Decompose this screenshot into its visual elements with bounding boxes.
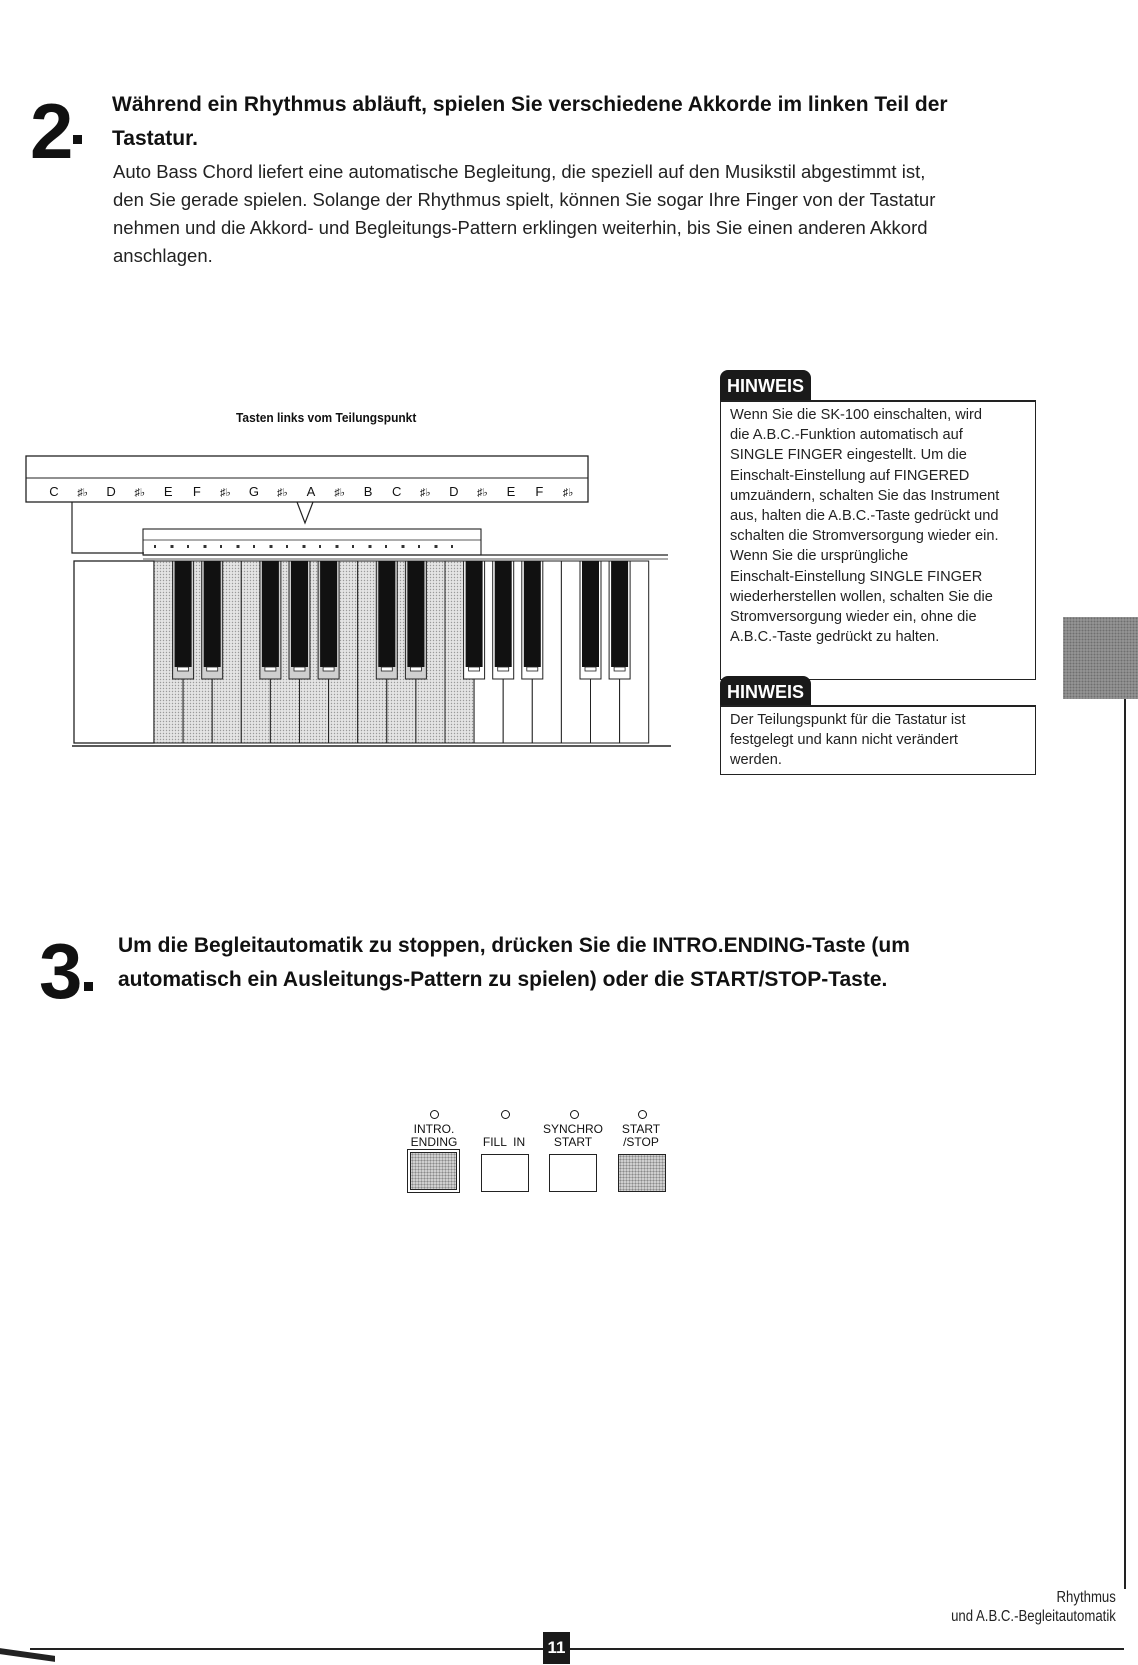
note-labels <box>49 484 573 499</box>
black-key-highlight <box>294 667 305 671</box>
mini-note-mark <box>154 545 156 548</box>
black-key-highlight <box>265 667 276 671</box>
note-1-line-5: umzuändern, schalten Sie das Instrument <box>730 487 1000 504</box>
footer-rule <box>30 1648 1124 1650</box>
step-2-body-line-4: anschlagen. <box>113 245 213 266</box>
black-key-highlight <box>410 667 421 671</box>
step-2-body-line-3: nehmen und die Akkord- und Begleitungs-Pattern erklingen weiterhin, bis Sie einen anderen Akkord <box>113 217 928 238</box>
note-2-tab: HINWEIS <box>720 676 811 706</box>
step-3-title-line-2: automatisch ein Ausleitungs-Pattern zu spielen) oder die START/STOP-Taste. <box>118 968 888 991</box>
mini-note-mark <box>435 545 438 548</box>
note-1-line-2: die A.B.C.-Funktion automatisch auf <box>730 427 963 444</box>
mini-note-mark <box>237 545 240 548</box>
mini-note-mark <box>270 545 273 548</box>
step-3-number: 3 <box>39 927 80 1015</box>
fill-in-label-2: FILL IN <box>482 1135 526 1149</box>
black-key <box>175 561 192 667</box>
note-1-line-1: Wenn Sie die SK-100 einschalten, wird <box>730 407 983 423</box>
black-key <box>378 561 395 667</box>
note-1-line-6: aus, halten die A.B.C.-Taste gedrückt und <box>730 508 999 525</box>
note-1-line-9: Einschalt-Einstellung SINGLE FINGER <box>730 568 983 585</box>
black-key-highlight <box>178 667 189 671</box>
side-rule <box>1124 699 1126 1589</box>
mini-note-mark <box>204 545 207 548</box>
bracket-line <box>72 502 144 553</box>
black-key <box>495 561 512 667</box>
step-2-body <box>113 158 1073 270</box>
synchro-start-control <box>537 1106 601 1196</box>
corner-mark <box>0 1648 55 1662</box>
black-key-highlight <box>585 667 596 671</box>
black-key-highlight <box>527 667 538 671</box>
footer-section-title <box>951 1588 1116 1626</box>
footer-line-1: Rhythmus <box>1056 1589 1116 1606</box>
step-3-title-line-1: Um die Begleitautomatik zu stoppen, drücken Sie die INTRO.ENDING-Taste (um <box>118 934 910 957</box>
step-2-body-line-2: den Sie gerade spielen. Solange der Rhythmus spielt, können Sie sogar Ihre Finger von der Tastatur <box>113 189 936 210</box>
black-key <box>524 561 541 667</box>
note-2-line-1: Der Teilungspunkt für die Tastatur ist <box>730 712 966 728</box>
split-pointer <box>297 502 313 523</box>
keyboard-diagram <box>24 450 674 750</box>
intro-ending-led <box>430 1110 439 1119</box>
note-1-line-12: A.B.C.-Taste gedrückt zu halten. <box>730 629 940 646</box>
note-2-box <box>720 705 1036 775</box>
note-label: F <box>192 484 201 499</box>
intro-ending-label-2: ENDING <box>410 1135 458 1149</box>
start-stop-label-1: START <box>621 1122 661 1136</box>
black-key <box>262 561 279 667</box>
intro-ending-button[interactable] <box>410 1152 457 1190</box>
note-label: ♯♭ <box>562 487 574 499</box>
synchro-start-label-2: START <box>553 1135 593 1149</box>
note-label: ♯♭ <box>134 487 146 499</box>
fill-in-control <box>468 1106 532 1196</box>
note-label: E <box>163 484 173 499</box>
black-key <box>204 561 221 667</box>
chapter-side-tab <box>1063 617 1138 699</box>
note-1-box <box>720 400 1036 680</box>
keyboard-keys <box>154 561 649 743</box>
step-2-bullet <box>73 135 82 144</box>
note-label: ♯♭ <box>334 487 345 499</box>
mini-note-mark <box>187 545 189 548</box>
black-key <box>291 561 308 667</box>
black-key-highlight <box>207 667 218 671</box>
black-key-highlight <box>381 667 392 671</box>
intro-ending-control <box>404 1106 468 1196</box>
step-2-title-line-2: Tastatur. <box>112 127 198 150</box>
keyboard-left-panel <box>74 561 154 743</box>
black-key <box>582 561 599 667</box>
fill-in-led <box>501 1110 510 1119</box>
black-key-highlight <box>614 667 625 671</box>
note-label: C <box>49 484 59 499</box>
note-2-line-3: werden. <box>730 752 782 769</box>
black-key <box>320 561 337 667</box>
start-stop-led <box>638 1110 647 1119</box>
black-key <box>611 561 628 667</box>
mini-note-mark <box>336 545 339 548</box>
black-key-highlight <box>323 667 334 671</box>
note-label: ♯♭ <box>77 487 88 499</box>
black-key <box>407 561 424 667</box>
footer-line-2: und A.B.C.-Begleitautomatik <box>951 1608 1116 1625</box>
mini-note-mark <box>253 545 255 548</box>
note-1-line-11: Stromversorgung wieder ein, ohne die <box>730 609 977 626</box>
mini-note-mark <box>385 545 387 548</box>
note-label: ♯♭ <box>419 487 431 499</box>
step-3-bullet <box>84 982 93 991</box>
note-label: D <box>106 484 116 499</box>
step-3-title <box>118 929 1078 997</box>
start-stop-control <box>606 1106 670 1196</box>
keyboard-caption: Tasten links vom Teilungspunkt <box>236 410 417 425</box>
black-key <box>466 561 483 667</box>
note-1-line-4: Einschalt-Einstellung auf FINGERED <box>730 467 970 484</box>
mini-note-mark <box>369 545 372 548</box>
page-number: 11 <box>543 1632 570 1664</box>
mini-note-mark <box>303 545 306 548</box>
synchro-start-led <box>570 1110 579 1119</box>
step-2-number: 2 <box>30 87 71 175</box>
black-key-highlight <box>498 667 509 671</box>
mini-note-mark <box>286 545 288 548</box>
note-label: G <box>248 484 259 499</box>
intro-ending-label-1: INTRO. <box>413 1122 455 1136</box>
black-key-highlight <box>469 667 480 671</box>
synchro-start-button[interactable] <box>549 1154 597 1192</box>
mini-note-mark <box>352 545 354 548</box>
step-2-title-line-1: Während ein Rhythmus abläuft, spielen Sie verschiedene Akkorde im linken Teil der <box>112 93 948 116</box>
note-2-line-2: festgelegt und kann nicht verändert <box>730 732 958 749</box>
fill-in-button[interactable] <box>481 1154 529 1192</box>
note-name-bar <box>26 456 588 502</box>
mini-note-strip <box>143 529 481 555</box>
mini-note-mark <box>220 545 222 548</box>
start-stop-label-2: /STOP <box>623 1135 659 1149</box>
note-1-line-10: wiederherstellen wollen, schalten Sie die <box>730 588 993 605</box>
step-2-body-line-1: Auto Bass Chord liefert eine automatische Begleitung, die speziell auf den Musikstil abgestimmt ist, <box>113 161 926 182</box>
step-2-title <box>112 88 1102 156</box>
note-1-line-7: schalten die Stromversorgung wieder ein. <box>730 528 999 545</box>
note-1-line-3: SINGLE FINGER eingestellt. Um die <box>730 447 967 464</box>
note-label: F <box>535 484 544 499</box>
mini-note-mark <box>451 545 453 548</box>
note-label: B <box>363 484 373 499</box>
synchro-start-label-1: SYNCHRO <box>542 1122 603 1136</box>
note-label: E <box>506 484 516 499</box>
note-label: D <box>449 484 459 499</box>
note-label: ♯♭ <box>476 487 488 499</box>
mini-note-mark <box>402 545 405 548</box>
note-label: C <box>392 484 402 499</box>
note-label: ♯♭ <box>219 487 231 499</box>
mini-note-mark <box>418 545 420 548</box>
note-1-tab: HINWEIS <box>720 370 811 400</box>
button-panel <box>404 1106 684 1196</box>
mini-note-mark <box>319 545 321 548</box>
note-1-line-8: Wenn Sie die ursprüngliche <box>730 548 909 565</box>
note-label: A <box>306 484 316 499</box>
mini-note-mark <box>171 545 174 548</box>
note-label: ♯♭ <box>277 487 288 499</box>
start-stop-button[interactable] <box>618 1154 666 1192</box>
